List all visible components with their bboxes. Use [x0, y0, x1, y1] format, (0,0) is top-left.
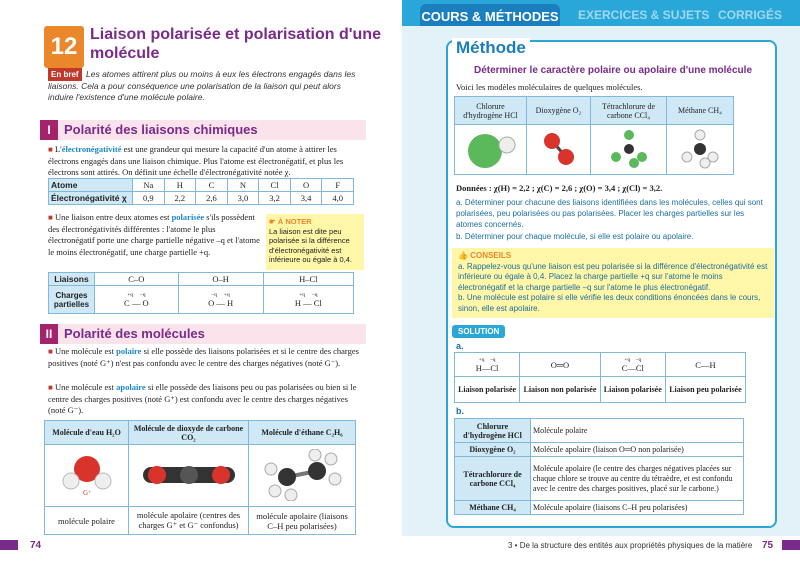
table-cell: Molécule polaire [531, 419, 744, 443]
bond-cell: +q –q H—Cl [455, 353, 520, 377]
table-cell: C–O [95, 273, 179, 286]
page-number-right: 75 [762, 540, 774, 551]
term-electronegativite: électronégativité [61, 144, 122, 154]
en-bref-label: En bref [48, 68, 82, 81]
table-header: Méthane CH₄ [667, 97, 734, 125]
bond-cell: C—H [665, 353, 745, 377]
table-row-header: Chlorure d'hydrogène HCl [455, 419, 531, 443]
o2-molecule-image [534, 127, 584, 171]
bullet-icon: ■ [48, 347, 53, 356]
conseils-box [452, 248, 774, 318]
table-cell: Cl [259, 179, 291, 192]
term-polarisee: polarisée [171, 212, 205, 222]
table-row-header: Tétrachlorure de carbone CCl₄ [455, 457, 531, 501]
bond-label: Liaison peu polarisée [665, 377, 745, 403]
text: est une grandeur qui mesure la capacité d'un atome à attirer les électrons engagés dans une liaison chimique. Plus l'atome est électronégatif, et plus les électrons sont attirés. On définit une échelle d'électronégativité notée χ. [48, 144, 344, 177]
bonds-table [48, 272, 354, 314]
bullet-icon: ■ [48, 213, 53, 222]
co2-molecule-image [139, 460, 239, 490]
text: Une molécule est [54, 382, 117, 392]
table-cell: Molécule apolaire (le centre des charges négatives placées sur chaque chlore se trouve au centre du tétraèdre, et est confondu avec le centre des charges positives, placé sur le carbone.) [531, 457, 744, 501]
hcl-molecule-image [461, 127, 521, 171]
table-cell: Molécule apolaire (liaison O═O non polarisée) [531, 443, 744, 457]
chapter-title: Liaison polarisée et polarisation d'une molécule [90, 26, 381, 62]
charge-cell: +q –q C — O [95, 286, 179, 314]
ethane-model-cell [249, 445, 356, 507]
table-cell: 2,6 [196, 192, 228, 205]
bullet-icon: ■ [48, 383, 53, 392]
table-cell: 0,9 [133, 192, 165, 205]
table-header: Molécule de dioxyde de carbone CO₂ [129, 421, 249, 445]
molecule-models-table [454, 96, 734, 175]
table-cell: 3,4 [290, 192, 322, 205]
page-marker-right [782, 540, 800, 550]
ch4-model-cell [667, 125, 734, 175]
solution-a-label: a. [456, 341, 464, 351]
footer-chapter-ref: 3 • De la structure des entités aux propriétés physiques de la matière [508, 541, 753, 550]
table-cell: Na [133, 179, 165, 192]
data-line: Données : χ(H) = 2,2 ; χ(C) = 2,6 ; χ(O) = 3,4 ; χ(Cl) = 3,2. [456, 183, 663, 193]
table-cell: molécule apolaire (centres des charges G⁺ et G⁻ confondus) [129, 507, 249, 535]
question-b: b. Déterminer pour chaque molécule, si elle est polaire ou apolaire. [456, 232, 694, 241]
table-header: Électronégativité χ [49, 192, 133, 205]
table-header: Chlorure d'hydrogène HCl [455, 97, 527, 125]
solution-a-table [454, 352, 746, 403]
co2-model-cell [129, 445, 249, 507]
table-header: Tétrachlorure de carbone CCl₄ [591, 97, 667, 125]
o2-model-cell [527, 125, 591, 175]
bond-cell: O═O [520, 353, 601, 377]
polarized-bond-paragraph [48, 212, 262, 258]
solution-b-table [454, 418, 744, 515]
note-box [266, 214, 364, 270]
table-cell: 3,2 [259, 192, 291, 205]
ccl4-molecule-image [604, 127, 654, 171]
text: Une liaison entre deux atomes est [54, 212, 172, 222]
hand-icon: ☛ [269, 217, 278, 226]
table-cell: O [290, 179, 322, 192]
bond-cell: +q –q C—Cl [600, 353, 665, 377]
table-header: Atome [49, 179, 133, 192]
charge-cell: +q –q H — Cl [263, 286, 353, 314]
svg-text:G⁺: G⁺ [82, 488, 92, 497]
table-cell: O–H [178, 273, 263, 286]
text: L' [54, 144, 62, 154]
section-2-number: II [40, 324, 58, 344]
page-number-left: 74 [30, 540, 42, 551]
ethane-molecule-image [257, 449, 347, 501]
table-header: Dioxygène O₂ [527, 97, 591, 125]
table-cell: molécule polaire [45, 507, 129, 535]
conseils-b: b. Une molécule est polaire si elle vérifie les deux conditions énoncées dans le cours, sinon, elle est apolaire. [458, 293, 761, 313]
question-a: a. Déterminer pour chacune des liaisons identifiées dans les molécules, celles qui sont polarisées, peu polarisées ou pas polarisées. Placer les charges partielles sur les atomes concernés. [456, 198, 763, 229]
term-polaire: polaire [116, 346, 142, 356]
table-cell: 2,2 [164, 192, 196, 205]
water-molecule-image [57, 449, 117, 501]
note-label [269, 217, 361, 227]
apolar-molecule-paragraph [48, 382, 360, 417]
section-2-title: Polarité des molécules [64, 326, 205, 341]
electronegativity-table [48, 178, 354, 205]
section-1-number: I [40, 120, 58, 140]
table-header: Liaisons [49, 273, 95, 286]
method-title: Déterminer le caractère polaire ou apolaire d'une molécule [473, 65, 753, 76]
conseils-label [458, 251, 768, 262]
text: si elle possède des liaisons peu ou pas polarisées ou bien si le centre des charges positives (noté G⁺) est confondu avec le centre des charges négatives (noté G⁻). [48, 382, 357, 415]
water-model-cell [45, 445, 129, 507]
tab-exercices-sujets[interactable]: EXERCICES & SUJETS [578, 8, 710, 22]
table-cell: 3,0 [227, 192, 259, 205]
table-header: Molécule d'eau H₂O [45, 421, 129, 445]
table-cell: molécule apolaire (liaisons C–H peu polarisées) [249, 507, 356, 535]
solution-badge: SOLUTION [452, 325, 505, 338]
electronegativity-paragraph [48, 144, 366, 179]
note-label-text: À NOTER [277, 217, 312, 226]
en-bref-text: Les atomes attirent plus ou moins à eux les électrons engagés dans les liaisons. Cela a pour conséquence une polarisation de la liaison qui peut alors induire l'existence d'une molécule polaire. [48, 69, 356, 102]
polar-molecule-paragraph [48, 346, 360, 369]
conseils-label-text: CONSEILS [470, 251, 512, 260]
table-header: Charges partielles [49, 286, 95, 314]
chapter-number: 12 [44, 26, 84, 68]
hcl-model-cell [455, 125, 527, 175]
bond-label: Liaison non polarisée [520, 377, 601, 403]
table-cell: H [164, 179, 196, 192]
page-marker-left [0, 540, 18, 550]
conseils-a: a. Rappelez-vous qu'une liaison est peu polarisée si la différence d'électronégativité est inférieure ou égale à 0,4. Placez la charge partielle +q sur l'atome le moins électronégatif et la charge partielle –q sur l'atome le plus électronégatif. [458, 261, 768, 292]
tab-cours-methodes[interactable]: COURS & MÉTHODES [420, 4, 560, 30]
table-cell: C [196, 179, 228, 192]
table-header: Molécule d'éthane C₂H₆ [249, 421, 356, 445]
text: si elle possède des liaisons polarisées et si le centre des charges positives (noté G⁺) n'est pas confondu avec le centre des charges négatives (noté G⁻). [48, 346, 359, 368]
table-row-header: Dioxygène O₂ [455, 443, 531, 457]
ch4-molecule-image [675, 127, 725, 171]
thumb-icon: 👍 [458, 251, 471, 260]
bond-label: Liaison polarisée [455, 377, 520, 403]
table-cell: Molécule apolaire (liaisons C–H peu polarisées) [531, 501, 744, 515]
bullet-icon: ■ [48, 145, 53, 154]
table-cell: 4,0 [322, 192, 354, 205]
table-cell: F [322, 179, 354, 192]
term-apolaire: apolaire [116, 382, 146, 392]
table-cell: N [227, 179, 259, 192]
solution-b-label: b. [456, 406, 464, 416]
method-label: Méthode [452, 38, 530, 58]
molecules-table [44, 420, 356, 535]
section-1-title: Polarité des liaisons chimiques [64, 122, 258, 137]
tab-corriges[interactable]: CORRIGÉS [718, 8, 783, 22]
note-text: La liaison est dite peu polarisée si la différence d'électronégativité est inférieure ou égale à 0,4. [269, 226, 352, 264]
table-row-header: Méthane CH₄ [455, 501, 531, 515]
table-cell: H–Cl [263, 273, 353, 286]
ccl4-model-cell [591, 125, 667, 175]
text: s'ils possèdent des électronégativités différentes : l'atome le plus électronégatif porte une charge partielle négative –q et l'atome le moins électronégatif, une charge partielle +q. [48, 212, 260, 257]
text: Une molécule est [54, 346, 117, 356]
method-intro: Voici les modèles moléculaires de quelques molécules. [456, 82, 643, 92]
bond-label: Liaison polarisée [600, 377, 665, 403]
charge-cell: –q +q O — H [178, 286, 263, 314]
